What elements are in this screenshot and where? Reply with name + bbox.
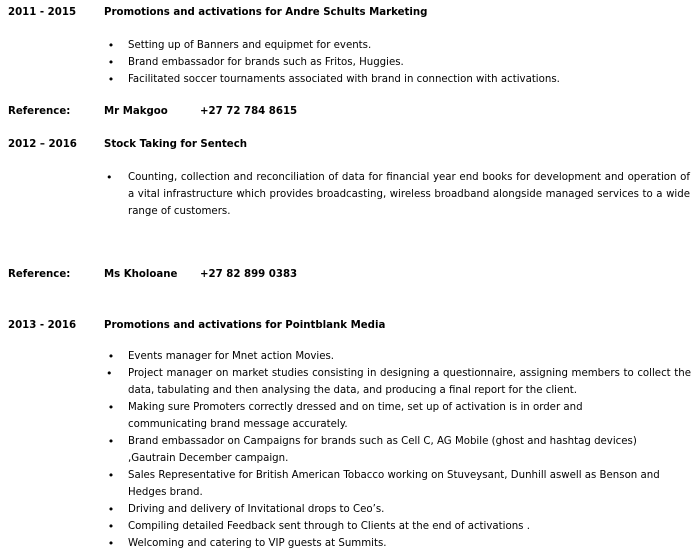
entry-period: 2011 - 2015 xyxy=(8,7,77,18)
list-item: • Compiling detailed Feedback sent through to Clients at the end of activations . xyxy=(107,520,530,533)
entry-bullet-list xyxy=(8,37,668,88)
reference-phone: +27 72 784 8615 xyxy=(200,106,298,117)
entry-period: 2012 – 2016 xyxy=(8,139,77,150)
list-item: • Sales Representative for British American Tobacco working on Stuveysant, Dunhill aswell as Benson and Hedges brand. xyxy=(107,469,660,498)
bullet-icon: • xyxy=(107,537,115,550)
list-item: • Project manager on market studies consisting in designing a questionnaire, assigning members to collect the data, tabulating and then analysing the data, and producing a final report for the client. xyxy=(106,367,691,396)
reference-phone: +27 82 899 0383 xyxy=(200,269,298,280)
list-item: • Driving and delivery of Invitational drops to Ceo’s. xyxy=(107,503,385,516)
entry-bullet-list xyxy=(8,169,690,220)
reference-name: Mr Makgoo xyxy=(104,106,168,117)
list-item: • Setting up of Banners and equipmet for events. xyxy=(107,39,372,52)
bullet-icon: • xyxy=(107,503,115,516)
bullet-icon: • xyxy=(107,39,115,52)
list-item: • Facilitated soccer tournaments associated with brand in connection with activations. xyxy=(107,73,560,86)
entry-bullet-list xyxy=(8,348,691,552)
list-item: • Counting, collection and reconciliation of data for financial year end books for development and operation of a vital infrastructure which provides broadcasting, wireless broadband alongside managed services to a wide range of customers. xyxy=(106,171,690,217)
list-item: • Events manager for Mnet action Movies. xyxy=(107,350,335,363)
list-item: • Brand embassador on Campaigns for brands such as Cell C, AG Mobile (ghost and hashtag devices) ,Gautrain December campaign. xyxy=(107,435,637,464)
reference-label: Reference: xyxy=(8,269,71,280)
bullet-icon: • xyxy=(107,56,115,69)
bullet-icon: • xyxy=(106,171,113,184)
entry-heading: Promotions and activations for Andre Schults Marketing xyxy=(104,7,428,18)
list-item: • Making sure Promoters correctly dressed and on time, set up of activation is in order and communicating brand message accurately. xyxy=(107,401,583,430)
bullet-icon: • xyxy=(107,435,115,448)
entry-heading: Promotions and activations for Pointblank Media xyxy=(104,320,386,331)
list-item: • Welcoming and catering to VIP guests at Summits. xyxy=(107,537,387,550)
list-item: • Brand embassador for brands such as Fritos, Huggies. xyxy=(107,56,404,69)
entry-period: 2013 - 2016 xyxy=(8,320,77,331)
bullet-icon: • xyxy=(106,367,113,380)
bullet-icon: • xyxy=(107,401,115,414)
reference-label: Reference: xyxy=(8,106,71,117)
bullet-icon: • xyxy=(107,73,115,86)
bullet-icon: • xyxy=(107,350,115,363)
bullet-icon: • xyxy=(107,520,115,533)
bullet-icon: • xyxy=(107,469,115,482)
reference-name: Ms Kholoane xyxy=(104,269,178,280)
entry-heading: Stock Taking for Sentech xyxy=(104,139,248,150)
